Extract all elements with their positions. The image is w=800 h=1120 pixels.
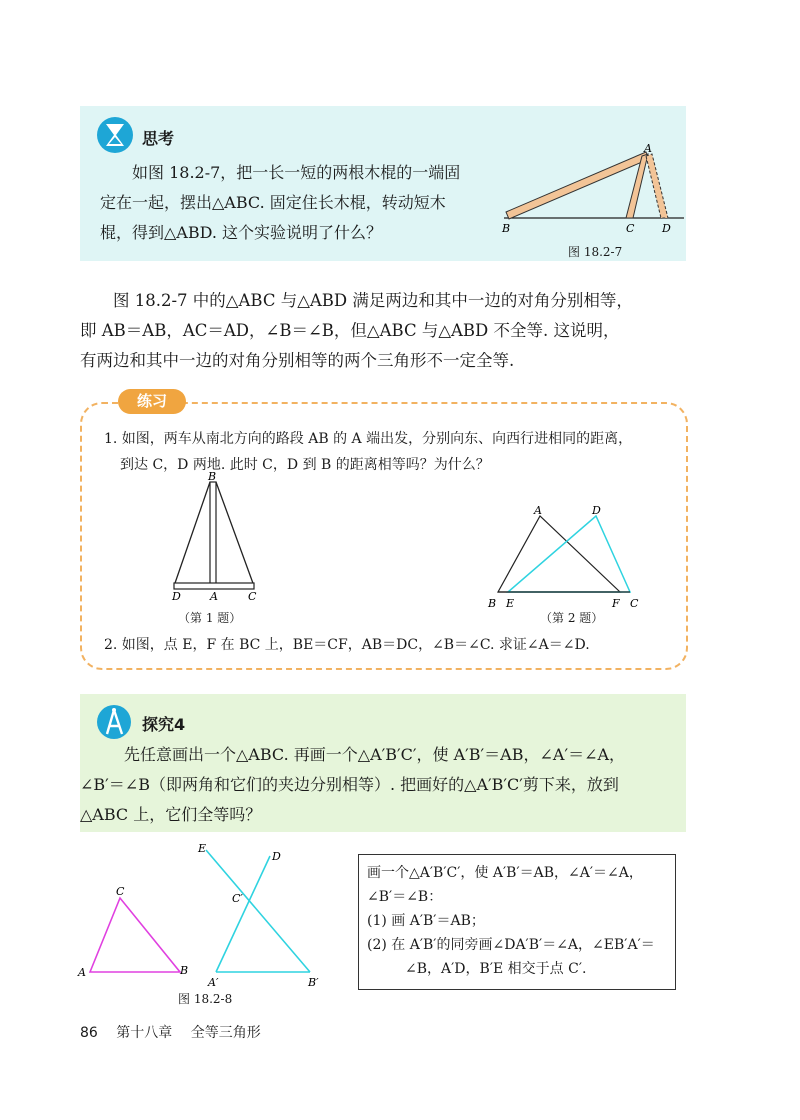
chapter-label: 第十八章 [116, 1025, 173, 1041]
fig1-label-A: A [210, 590, 218, 603]
steps-line1: 画一个△A′B′C′，使 A′B′＝AB，∠A′＝∠A， [367, 865, 643, 881]
fig1828-label-C: C [116, 885, 125, 898]
steps-line2: ∠B′＝∠B： [367, 889, 443, 905]
fig1-label-B: B [208, 470, 217, 483]
explore-line3: △ABC 上，它们全等吗？ [80, 805, 262, 824]
fig1-label-D: D [172, 590, 181, 603]
exercise-q1-line2: 到达 C，D 两地. 此时 C，D 到 B 的距离相等吗？为什么？ [120, 457, 490, 473]
exercise-q1-line1: 1. 如图，两车从南北方向的路段 AB 的 A 端出发，分别向东、向西行进相同的距离， [104, 431, 633, 447]
figure-18-2-7 [496, 142, 686, 234]
label-B: B [502, 222, 511, 234]
explore-line2: ∠B′＝∠B（即两角和它们的夹边分别相等）. 把画好的△A′B′C′剪下来，放到 [80, 775, 619, 794]
exercise-figure-2-caption: （第 2 题） [540, 611, 604, 625]
fig1828-label-Cprime: C′ [232, 892, 243, 905]
label-C: C [626, 222, 635, 234]
rotated-stick [646, 154, 668, 218]
fig1828-label-Bprime: B′ [308, 976, 319, 989]
think-hourglass-icon [96, 116, 134, 154]
label-A: A [644, 142, 652, 155]
fig1828-label-D: D [272, 850, 281, 863]
exercise-figure-1 [160, 470, 270, 605]
main-paragraph-line1: 图 18.2-7 中的△ABC 与△ABD 满足两边和其中一边的对角分别相等， [113, 291, 633, 310]
fig1828-label-E: E [198, 842, 207, 855]
page-number: 86 [80, 1025, 98, 1041]
think-body: 如图 18.2-7，把一长一短的两根木棍的一端固定在一起，摆出△ABC. 固定住长木棍，转动短木棍，得到△ABD. 这个实验说明了什么？ [100, 163, 461, 242]
fig1828-label-Aprime: A′ [208, 976, 219, 989]
think-title: 思考 [142, 129, 175, 148]
fig2-label-C: C [630, 597, 639, 610]
steps-line3: (1) 画 A′B′＝AB； [367, 913, 485, 929]
fig2-label-B: B [488, 597, 497, 610]
construction-steps-box [358, 854, 676, 990]
main-paragraph [80, 286, 700, 376]
fig2-label-D: D [592, 504, 601, 517]
exercise-question-2: 2. 如图，点 E，F 在 BC 上，BE＝CF，AB＝DC，∠B＝∠C. 求证∠A＝∠D. [104, 637, 590, 653]
explore-body [80, 740, 680, 830]
label-D: D [662, 222, 671, 234]
figure-caption-18-2-8: 图 18.2-8 [178, 992, 233, 1006]
fig2-label-F: F [612, 597, 620, 610]
fig1-label-C: C [248, 590, 257, 603]
main-paragraph-line2: 即 AB＝AB，AC＝AD，∠B＝∠B，但△ABC 与△ABD 不全等. 这说明， [80, 321, 620, 340]
page-footer [80, 1022, 261, 1042]
explore-title: 探究4 [142, 715, 186, 734]
fig1828-label-B: B [180, 964, 189, 977]
exercise-tab: 练习 [118, 389, 186, 414]
fig1828-label-A: A [78, 966, 86, 979]
explore-line1: 先任意画出一个△ABC. 再画一个△A′B′C′，使 A′B′＝AB，∠A′＝∠A， [124, 745, 626, 764]
fig2-label-A: A [534, 504, 542, 517]
exercise-figure-1-caption: （第 1 题） [178, 611, 242, 625]
chapter-title: 全等三角形 [190, 1025, 261, 1041]
exercise-figure-2 [478, 500, 658, 612]
figure-caption-18-2-7: 图 18.2-7 [568, 245, 623, 259]
fig2-label-E: E [506, 597, 515, 610]
explore-compass-icon [96, 704, 132, 740]
long-stick [506, 152, 649, 219]
steps-line5: ∠B，A′D，B′E 相交于点 C′. [405, 961, 587, 977]
figure-18-2-8 [70, 840, 350, 990]
main-paragraph-line3: 有两边和其中一边的对角分别相等的两个三角形不一定全等. [80, 351, 515, 370]
steps-line4: (2) 在 A′B′的同旁画∠DA′B′＝∠A，∠EB′A′＝ [367, 937, 655, 953]
